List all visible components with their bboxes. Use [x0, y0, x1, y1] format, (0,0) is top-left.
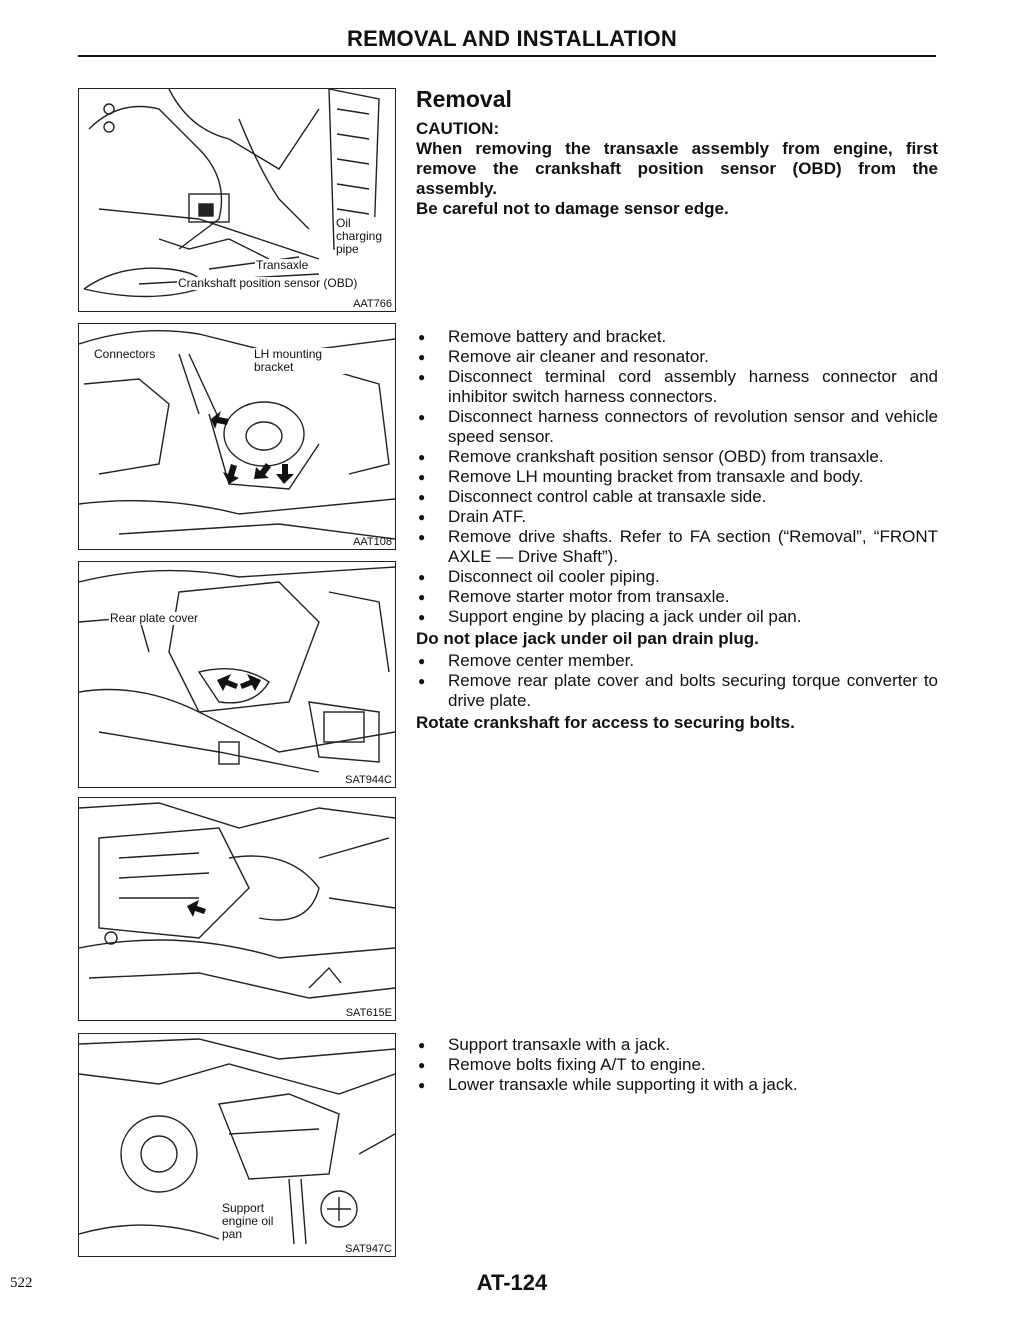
list-item: ● Disconnect terminal cord assembly harness connector and inhibitor switch harness connectors.: [416, 367, 938, 407]
list-item: ● Remove LH mounting bracket from transaxle and body.: [416, 467, 938, 487]
plate-cover-illustration: [79, 562, 395, 787]
title-rule: [78, 55, 936, 57]
callout-transaxle: Transaxle: [256, 258, 309, 272]
removal-steps: [416, 327, 938, 735]
caution-text: When removing the transaxle assembly from engine, first remove the crankshaft position sensor (OBD) from the assembly.: [416, 139, 938, 198]
figure-crankshaft-sensor: [78, 88, 396, 312]
transaxle-lower-steps: [416, 1035, 938, 1095]
list-item: ● Remove starter motor from transaxle.: [416, 587, 938, 607]
list-item: ● Drain ATF.: [416, 507, 938, 527]
callout-connectors: Connectors: [94, 347, 156, 361]
caution-label: CAUTION:: [416, 119, 500, 138]
list-item: ● Remove bolts fixing A/T to engine.: [416, 1055, 938, 1075]
page-number: AT-124: [476, 1270, 548, 1295]
removal-section: [416, 86, 938, 219]
list-item: ● Remove air cleaner and resonator.: [416, 347, 938, 367]
list-item: ● Support engine by placing a jack under oil pan.: [416, 607, 938, 627]
list-item: ● Remove rear plate cover and bolts securing torque converter to drive plate.: [416, 671, 938, 711]
list-item: ● Remove drive shafts. Refer to FA section (“Removal”, “FRONT AXLE — Drive Shaft”).: [416, 527, 938, 567]
callout-oil-charging-pipe: Oil charging pipe: [335, 217, 395, 256]
figure-code: SAT615E: [345, 1007, 392, 1019]
figure-code: SAT947C: [345, 1243, 392, 1255]
callout-lh-mounting-bracket: LH mounting bracket: [253, 348, 345, 374]
list-item: ● Remove crankshaft position sensor (OBD) from transaxle.: [416, 447, 938, 467]
callout-crankshaft-sensor: Crankshaft position sensor (OBD): [178, 276, 358, 290]
crankshaft-note: Rotate crankshaft for access to securing bolts.: [416, 713, 795, 732]
callout-rear-plate-cover: Rear plate cover: [109, 612, 201, 625]
figure-torque-converter-bolts: [78, 797, 396, 1021]
list-item: ● Lower transaxle while supporting it with a jack.: [416, 1075, 938, 1095]
removal-heading: Removal: [416, 86, 512, 112]
list-item: ● Remove center member.: [416, 651, 938, 671]
figure-rear-plate-cover: [78, 561, 396, 788]
caution-note: Be careful not to damage sensor edge.: [416, 199, 729, 218]
drive-plate-illustration: [79, 798, 395, 1020]
list-item: ● Disconnect oil cooler piping.: [416, 567, 938, 587]
removal-steps-list-2: [416, 651, 938, 711]
figure-code: AAT108: [353, 536, 392, 548]
callout-support-engine-oil-pan: Support engine oil pan: [221, 1202, 283, 1241]
list-item: ● Disconnect harness connectors of revolution sensor and vehicle speed sensor.: [416, 407, 938, 447]
page-title: REMOVAL AND INSTALLATION: [347, 26, 677, 51]
list-item: ● Support transaxle with a jack.: [416, 1035, 938, 1055]
removal-steps-list-3: [416, 1035, 938, 1095]
folio-number: 522: [10, 1275, 33, 1291]
list-item: ● Disconnect control cable at transaxle side.: [416, 487, 938, 507]
figure-lh-mounting-bracket: [78, 323, 396, 550]
figure-code: SAT944C: [345, 774, 392, 786]
jack-warning: Do not place jack under oil pan drain plug.: [416, 629, 759, 648]
figure-support-engine: [78, 1033, 396, 1257]
list-item: ● Remove battery and bracket.: [416, 327, 938, 347]
figure-code: AAT766: [353, 298, 392, 310]
removal-steps-list: [416, 327, 938, 627]
